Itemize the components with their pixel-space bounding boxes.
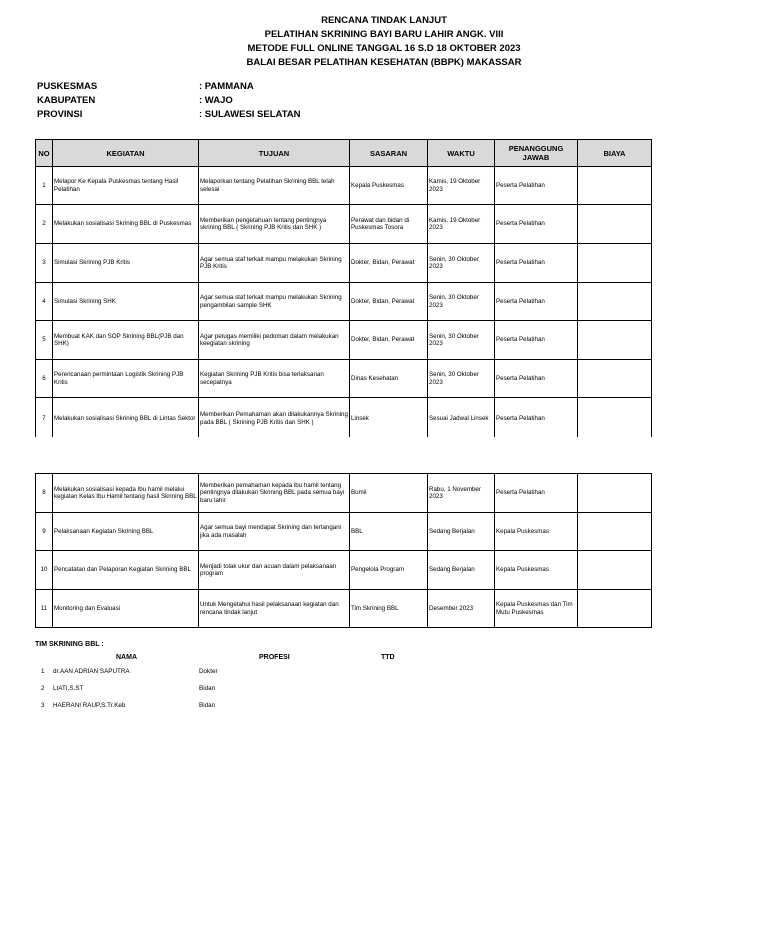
doc-title: RENCANA TINDAK LANJUT (321, 15, 447, 26)
team-member-name: HAERANI RAUP,S.Tr.Keb (53, 702, 126, 709)
team-member-profesi: Dokter (199, 668, 218, 675)
cell-no: 7 (36, 398, 53, 440)
info-label: KABUPATEN (37, 95, 96, 106)
cell-waktu: Sesuai Jadwal Linsek (428, 398, 495, 440)
cell-biaya (578, 321, 652, 360)
doc-institution: BALAI BESAR PELATIHAN KESEHATAN (BBPK) MAKASSAR (246, 57, 522, 68)
cell-pj: Peserta Pelatihan (495, 244, 578, 283)
cell-waktu: Senin, 30 Oktober 2023 (428, 244, 495, 283)
info-provinsi (37, 108, 301, 122)
cell-biaya (578, 360, 652, 398)
rtl-table-top (35, 139, 652, 440)
cell-sasaran: Kepala Puskesmas (350, 167, 428, 205)
team-member-row (0, 702, 768, 712)
cell-pj: Kepala Puskesmas (495, 551, 578, 590)
team-member-no: 1 (41, 668, 45, 675)
rtl-table-bottom (35, 473, 652, 628)
team-member-no: 3 (41, 702, 45, 709)
team-member-name: dr.AAN ADRIAN SAPUTRA (53, 668, 130, 675)
table-row (36, 244, 652, 283)
cell-pj: Peserta Pelatihan (495, 321, 578, 360)
cell-pj: Kepala Puskesmas (495, 513, 578, 551)
col-penanggung-jawab: PENANGGUNG JAWAB (495, 140, 578, 167)
cell-waktu: Senin, 30 Oktober 2023 (428, 321, 495, 360)
info-puskesmas (37, 80, 254, 94)
doc-method-date: METODE FULL ONLINE TANGGAL 16 S.D 18 OKTOBER 2023 (247, 43, 521, 54)
cell-kegiatan: Pelaksanaan Kegiatan Skrining BBL (53, 513, 199, 551)
team-col-ttd: TTD (381, 654, 395, 661)
cell-tujuan: Agar semua bayi mendapat Skrining dan tertangani jika ada masalah (199, 513, 350, 551)
col-tujuan: TUJUAN (199, 140, 350, 167)
col-kegiatan: KEGIATAN (53, 140, 199, 167)
cell-no: 9 (36, 513, 53, 551)
cell-pj: Kepala Puskesmas dan Tim Mutu Puskesmas (495, 590, 578, 628)
cell-biaya (578, 244, 652, 283)
cell-no: 6 (36, 360, 53, 398)
cell-kegiatan: Melakukan sosialisasi Skrining BBL di Lintas Sektor (53, 398, 199, 440)
team-col-nama: NAMA (116, 654, 137, 661)
cell-biaya (578, 551, 652, 590)
team-member-profesi: Bidan (199, 702, 216, 709)
cell-tujuan: Kegiatan Skrining PJB Kritis bisa terlaksanan secepatnya (199, 360, 350, 398)
cell-biaya (578, 398, 652, 440)
cell-sasaran: Perawat dan bidan di Puskesmas Tosora (350, 205, 428, 244)
cell-kegiatan: Monitoring dan Evaluasi (53, 590, 199, 628)
table-row (36, 590, 652, 628)
table-row (36, 551, 652, 590)
team-member-name: LIATI,S.ST (53, 685, 84, 692)
cell-no: 2 (36, 205, 53, 244)
cell-pj: Peserta Pelatihan (495, 360, 578, 398)
cell-sasaran: Dokter, Bidan, Perawat (350, 283, 428, 321)
table-row (36, 167, 652, 205)
cell-biaya (578, 283, 652, 321)
info-label: PUSKESMAS (37, 81, 98, 92)
cell-no: 8 (36, 474, 53, 513)
team-member-profesi: Bidan (199, 685, 216, 692)
table-row (36, 321, 652, 360)
cell-pj: Peserta Pelatihan (495, 398, 578, 440)
cell-no: 4 (36, 283, 53, 321)
cell-waktu: Kamis, 19 Oktober 2023 (428, 167, 495, 205)
cell-waktu: Rabu, 1 November 2023 (428, 474, 495, 513)
cell-tujuan: Agar petugas memiliki pedoman dalam melakukan keegiatan skrining (199, 321, 350, 360)
cell-waktu: Senin, 30 Oktober 2023 (428, 360, 495, 398)
cell-no: 3 (36, 244, 53, 283)
col-biaya: BIAYA (578, 140, 652, 167)
col-no: NO (36, 140, 53, 167)
team-member-row (0, 668, 768, 678)
cell-waktu: Sedang Berjalan (428, 513, 495, 551)
table-header-row (36, 140, 652, 167)
cell-tujuan: Memberikan pengetahuan tentang pentingnya skrining BBL ( Skrining PJB Kritis dan SHK ) (199, 205, 350, 244)
cell-kegiatan: Melakukan sosialisasi Skrining BBL di Puskesmas (53, 205, 199, 244)
cell-sasaran: Pengelola Program (350, 551, 428, 590)
team-member-row (0, 685, 768, 695)
team-member-no: 2 (41, 685, 45, 692)
team-col-profesi: PROFESI (259, 654, 290, 661)
cell-kegiatan: Pencatatan dan Pelaporan Kegiatan Skrining BBL (53, 551, 199, 590)
cell-tujuan: Untuk Mengetahui hasil pelaksanaan kegiatan dan rencana tindak lanjut (199, 590, 350, 628)
cell-pj: Peserta Pelatihan (495, 167, 578, 205)
cell-kegiatan: Perencanaan permintaan Logistik Skrining PJB Kritis (53, 360, 199, 398)
cell-waktu: Sedang Berjalan (428, 551, 495, 590)
team-title: TIM SKRINING BBL : (35, 641, 104, 648)
cell-tujuan: Agar semua staf terkait mampu melakukan Skrining PJB Kritis (199, 244, 350, 283)
cell-biaya (578, 590, 652, 628)
cell-pj: Peserta Pelatihan (495, 205, 578, 244)
doc-subtitle: PELATIHAN SKRINING BAYI BARU LAHIR ANGK. VIII (264, 29, 504, 40)
table-row (36, 360, 652, 398)
table-row (36, 513, 652, 551)
cell-tujuan: Agar semua staf terkait mampu melakukan Skrining pengambilan sample SHK (199, 283, 350, 321)
table-row (36, 283, 652, 321)
cell-tujuan: Menjadi tolak ukur dan acuan dalam pelaksanaan program (199, 551, 350, 590)
cell-pj: Peserta Pelatihan (495, 474, 578, 513)
cell-no: 5 (36, 321, 53, 360)
table-row (36, 474, 652, 513)
cell-tujuan: Memberikan pemahaman kepada ibu hamil tentang pentingnya dilakukan Skrining BBL pada semua bayi baru lahir (199, 474, 350, 513)
cell-kegiatan: Simulasi Skrining PJB Kritis (53, 244, 199, 283)
cell-biaya (578, 205, 652, 244)
cell-waktu: Kamis, 19 Oktober 2023 (428, 205, 495, 244)
info-kabupaten (37, 94, 233, 108)
cell-kegiatan: Simulasi Skrining SHK (53, 283, 199, 321)
cell-waktu: Desember 2023 (428, 590, 495, 628)
cell-no: 1 (36, 167, 53, 205)
cell-tujuan: Melaporkan tentang Pelatihan Skrining BBL telah selesai (199, 167, 350, 205)
cell-kegiatan: Melakukan sosialisasi kepada Ibu hamil melalui kegiatan Kelas Ibu Hamil tentang hasil Skrining BBL (53, 474, 199, 513)
table-row (36, 205, 652, 244)
cell-sasaran: Linsek (350, 398, 428, 440)
cell-no: 10 (36, 551, 53, 590)
table-row (36, 398, 652, 440)
col-waktu: WAKTU (428, 140, 495, 167)
cell-sasaran: Tim Skrining BBL (350, 590, 428, 628)
cell-biaya (578, 513, 652, 551)
info-label: PROVINSI (37, 109, 83, 120)
cell-no: 11 (36, 590, 53, 628)
cell-sasaran: Dokter, Bidan, Perawat (350, 244, 428, 283)
cell-tujuan: Memberikan Pemahaman akan dilakukannya Skrining pada BBL ( Skrining PJB Kritis dan SHK ) (199, 398, 350, 440)
cell-sasaran: Dokter, Bidan, Perawat (350, 321, 428, 360)
cell-sasaran: Dinas Kesehatan (350, 360, 428, 398)
cell-waktu: Senin, 30 Oktober 2023 (428, 283, 495, 321)
cell-kegiatan: Membuat KAK dan SOP Skrining BBL(PJB dan SHK) (53, 321, 199, 360)
info-value: : SULAWESI SELATAN (199, 109, 301, 120)
cell-biaya (578, 167, 652, 205)
cell-pj: Peserta Pelatihan (495, 283, 578, 321)
cell-sasaran: Bumil (350, 474, 428, 513)
cell-kegiatan: Melapor Ke Kepala Puskesmas tentang Hasil Pelatihan (53, 167, 199, 205)
col-sasaran: SASARAN (350, 140, 428, 167)
page-break-gap (0, 437, 768, 473)
info-value: : WAJO (199, 95, 233, 106)
cell-sasaran: BBL (350, 513, 428, 551)
cell-biaya (578, 474, 652, 513)
info-value: : PAMMANA (199, 81, 254, 92)
